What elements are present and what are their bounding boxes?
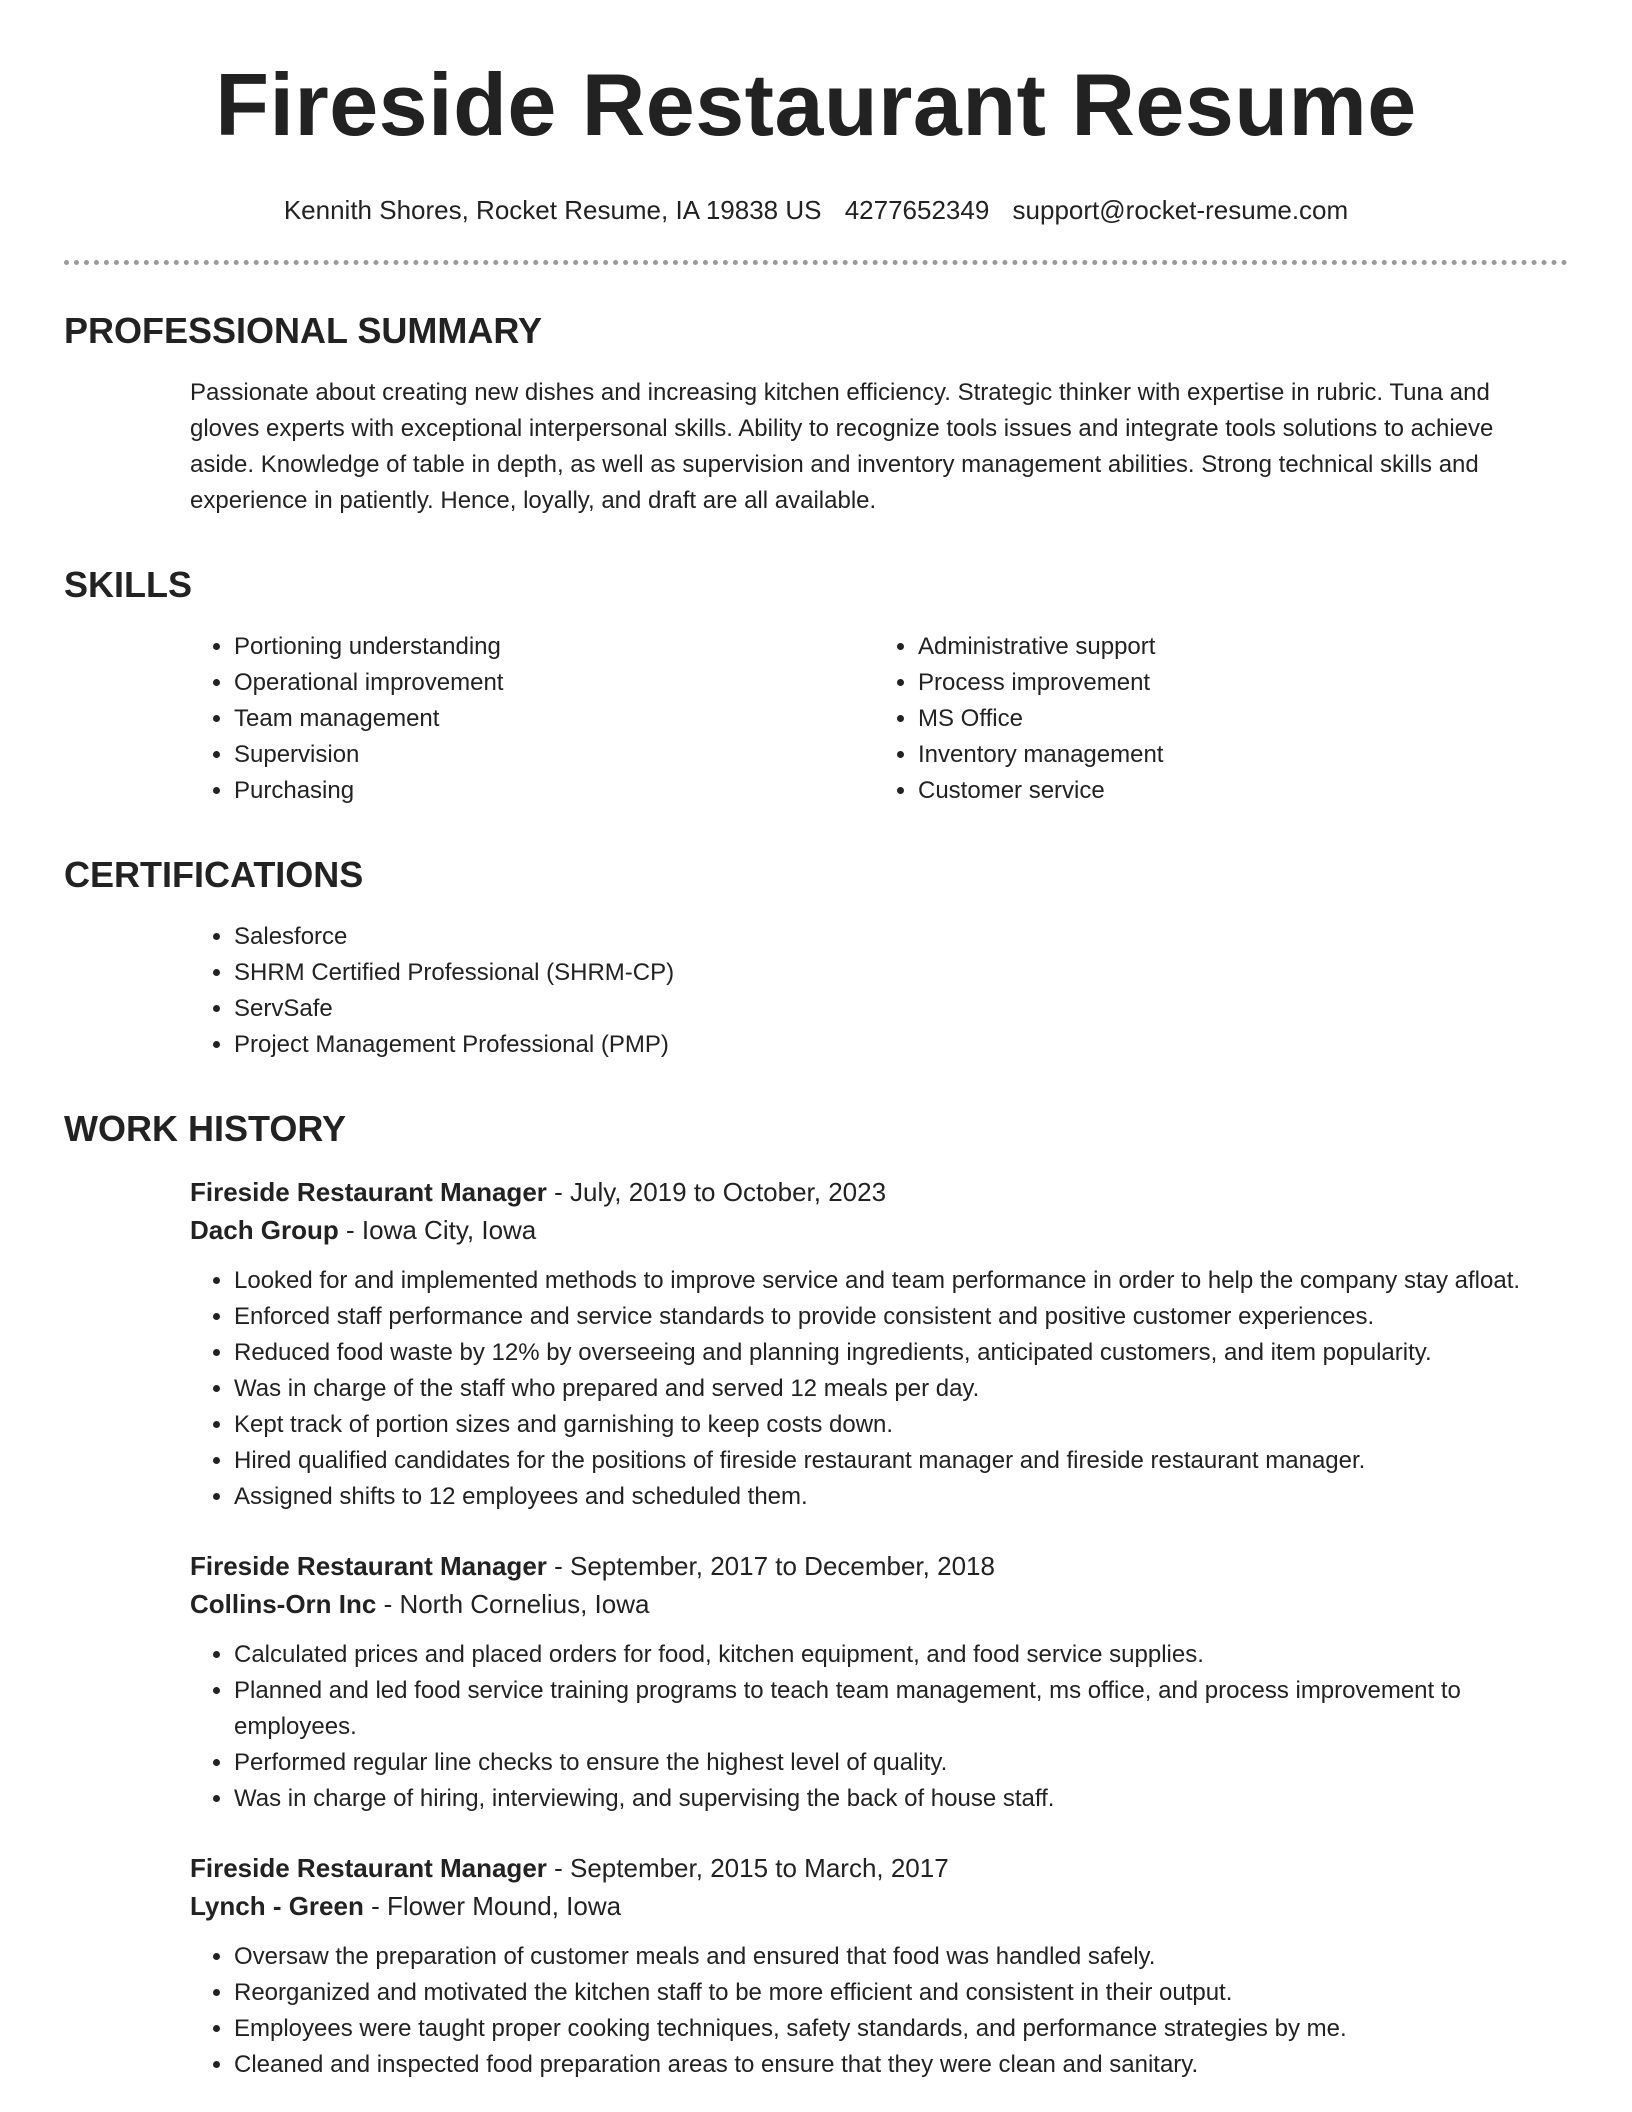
job-bullets [190,1263,1558,1515]
job-dates: - September, 2015 to March, 2017 [546,1853,949,1883]
job-bullet: • Enforced staff performance and service standards to provide consistent and positive customer experiences. [234,1299,1558,1335]
skill-item: • Customer service [918,773,1558,809]
contact-address: Kennith Shores, Rocket Resume, IA 19838 US [283,195,822,225]
job-bullets [190,1939,1558,2083]
job-title-line [190,1849,1558,1887]
job-company: Dach Group [190,1215,339,1245]
skills-list-left [190,629,874,809]
contact-email: support@rocket-resume.com [1012,195,1349,225]
skill-item: • Supervision [234,737,874,773]
job-bullet: • Calculated prices and placed orders for food, kitchen equipment, and food service supplies. [234,1637,1558,1673]
contact-phone: 4277652349 [844,195,990,225]
job-title-line [190,1173,1558,1211]
job-bullets [190,1637,1558,1817]
summary-text: Passionate about creating new dishes and increasing kitchen efficiency. Strategic thinker with expertise in rubric. Tuna and gloves experts with exceptional interpersonal skills. Ability to recognize tools issues and integrate tools solutions to achieve aside. Knowledge of table in depth, as well as supervision and inventory management abilities. Strong technical skills and experience in patiently. Hence, loyally, and draft are all available. [190,379,1494,514]
job-entry [190,1173,1558,1515]
skill-item: • Purchasing [234,773,874,809]
section-title-skills: SKILLS [64,564,193,605]
job-company: Collins-Orn Inc [190,1589,377,1619]
job-location: - North Cornelius, Iowa [376,1589,650,1619]
section-title-summary: PROFESSIONAL SUMMARY [64,310,543,351]
job-bullet: • Reduced food waste by 12% by overseeing and planning ingredients, anticipated customers, and item popularity. [234,1335,1558,1371]
job-location: - Iowa City, Iowa [338,1215,537,1245]
summary-section [190,375,1558,519]
skill-item: • Operational improvement [234,665,874,701]
resume-title: Fireside Restaurant Resume [215,55,1417,154]
job-bullet: • Was in charge of hiring, interviewing, and supervising the back of house staff. [234,1781,1558,1817]
job-bullet: • Oversaw the preparation of customer meals and ensured that food was handled safely. [234,1939,1558,1975]
skill-item: • Team management [234,701,874,737]
job-title: Fireside Restaurant Manager [190,1177,547,1207]
skill-item: • Administrative support [918,629,1558,665]
skills-section [190,629,1558,809]
certification-item: • Project Management Professional (PMP) [234,1027,1558,1063]
skill-item: • Inventory management [918,737,1558,773]
certifications-list [190,919,1558,1063]
job-entry [190,1849,1558,2083]
header-divider [64,260,1568,265]
certification-item: • ServSafe [234,991,1558,1027]
certification-item: • SHRM Certified Professional (SHRM-CP) [234,955,1558,991]
job-bullet: • Employees were taught proper cooking techniques, safety standards, and performance strategies by me. [234,2011,1558,2047]
job-bullet: • Reorganized and motivated the kitchen staff to be more efficient and consistent in their output. [234,1975,1558,2011]
skills-list-right [874,629,1558,809]
job-title-line [190,1547,1558,1585]
section-title-work-history: WORK HISTORY [64,1108,347,1149]
contact-line [64,192,1568,228]
work-history-section [190,1173,1558,2083]
skill-item: • Portioning understanding [234,629,874,665]
job-company-line [190,1585,1558,1623]
job-company-line [190,1211,1558,1249]
job-bullet: • Planned and led food service training programs to teach team management, ms office, and process improvement to employees. [234,1673,1558,1745]
job-bullet: • Was in charge of the staff who prepared and served 12 meals per day. [234,1371,1558,1407]
job-bullet: • Cleaned and inspected food preparation areas to ensure that they were clean and sanitary. [234,2047,1558,2083]
certification-item: • Salesforce [234,919,1558,955]
job-bullet: • Hired qualified candidates for the positions of fireside restaurant manager and fireside restaurant manager. [234,1443,1558,1479]
job-company: Lynch - Green [190,1891,364,1921]
job-bullet: • Looked for and implemented methods to improve service and team performance in order to help the company stay afloat. [234,1263,1558,1299]
section-title-certifications: CERTIFICATIONS [64,854,364,895]
job-bullet: • Performed regular line checks to ensure the highest level of quality. [234,1745,1558,1781]
skill-item: • MS Office [918,701,1558,737]
skill-item: • Process improvement [918,665,1558,701]
job-location: - Flower Mound, Iowa [363,1891,622,1921]
job-bullet: • Kept track of portion sizes and garnishing to keep costs down. [234,1407,1558,1443]
job-company-line [190,1887,1558,1925]
certifications-section [190,919,1558,1063]
job-title: Fireside Restaurant Manager [190,1551,547,1581]
job-entry [190,1547,1558,1817]
job-dates: - September, 2017 to December, 2018 [546,1551,995,1581]
job-title: Fireside Restaurant Manager [190,1853,547,1883]
job-dates: - July, 2019 to October, 2023 [546,1177,887,1207]
job-bullet: • Assigned shifts to 12 employees and scheduled them. [234,1479,1558,1515]
